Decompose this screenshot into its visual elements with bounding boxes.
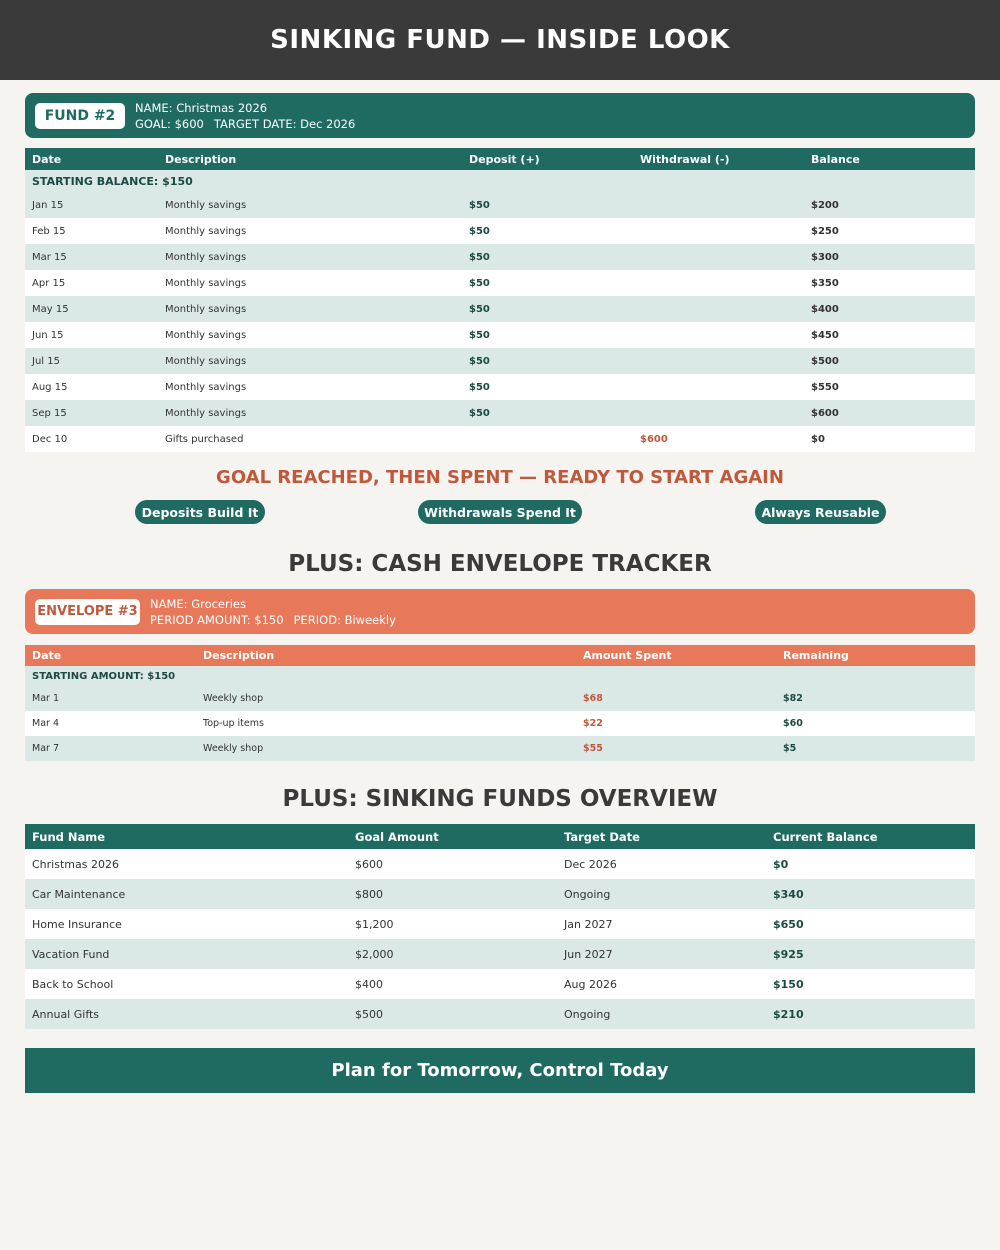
cell-goal-amount: $800 <box>348 879 557 909</box>
cell-date: Mar 4 <box>25 711 196 736</box>
col-remaining: Remaining <box>776 645 975 666</box>
cell-deposit: $50 <box>462 270 633 296</box>
cell-description: Monthly savings <box>158 270 462 296</box>
cell-current-balance: $340 <box>766 879 975 909</box>
cell-date: Feb 15 <box>25 218 158 244</box>
cell-withdrawal <box>633 322 804 348</box>
envelope-meta <box>150 596 396 628</box>
table-row <box>25 374 975 400</box>
envelope-badge: ENVELOPE #3 <box>35 599 140 625</box>
col-goal-amount: Goal Amount <box>348 824 557 849</box>
table-row <box>25 244 975 270</box>
cell-target-date: Jan 2027 <box>557 909 766 939</box>
cell-withdrawal <box>633 374 804 400</box>
cell-goal-amount: $2,000 <box>348 939 557 969</box>
cell-deposit <box>462 426 633 452</box>
envelope-period-amount: PERIOD AMOUNT: $150 <box>150 612 284 627</box>
cell-fund-name: Vacation Fund <box>25 939 348 969</box>
cell-target-date: Jun 2027 <box>557 939 766 969</box>
col-deposit: Deposit (+) <box>462 148 633 170</box>
table-row <box>25 218 975 244</box>
table-row <box>25 736 975 761</box>
cell-deposit: $50 <box>462 374 633 400</box>
cell-description: Monthly savings <box>158 348 462 374</box>
table-row <box>25 270 975 296</box>
starting-balance-row <box>25 170 975 192</box>
cell-remaining: $82 <box>776 686 975 711</box>
cell-fund-name: Christmas 2026 <box>25 849 348 879</box>
table-row <box>25 999 975 1029</box>
cell-withdrawal <box>633 270 804 296</box>
cell-goal-amount: $400 <box>348 969 557 999</box>
col-date: Date <box>25 645 196 666</box>
table-row <box>25 348 975 374</box>
cell-deposit: $50 <box>462 322 633 348</box>
overview-section-title: PLUS: SINKING FUNDS OVERVIEW <box>282 786 718 812</box>
cell-date: Jul 15 <box>25 348 158 374</box>
cell-target-date: Ongoing <box>557 879 766 909</box>
cell-remaining: $60 <box>776 711 975 736</box>
table-row <box>25 969 975 999</box>
table-row <box>25 909 975 939</box>
cell-description: Monthly savings <box>158 192 462 218</box>
cell-goal-amount: $1,200 <box>348 909 557 939</box>
cell-description: Gifts purchased <box>158 426 462 452</box>
cell-balance: $250 <box>804 218 975 244</box>
table-row <box>25 192 975 218</box>
cell-target-date: Aug 2026 <box>557 969 766 999</box>
cell-balance: $600 <box>804 400 975 426</box>
table-row <box>25 879 975 909</box>
col-description: Description <box>196 645 576 666</box>
cell-description: Weekly shop <box>196 736 576 761</box>
cell-description: Top-up items <box>196 711 576 736</box>
cell-date: May 15 <box>25 296 158 322</box>
cell-amount-spent: $55 <box>576 736 776 761</box>
cell-date: Jun 15 <box>25 322 158 348</box>
cell-current-balance: $925 <box>766 939 975 969</box>
cell-description: Weekly shop <box>196 686 576 711</box>
table-row <box>25 322 975 348</box>
table-row <box>25 711 975 736</box>
page-header <box>0 0 1000 80</box>
cell-description: Monthly savings <box>158 296 462 322</box>
starting-amount-row <box>25 666 975 686</box>
cell-description: Monthly savings <box>158 400 462 426</box>
cell-target-date: Ongoing <box>557 999 766 1029</box>
col-amount-spent: Amount Spent <box>576 645 776 666</box>
cell-date: Apr 15 <box>25 270 158 296</box>
col-fund-name: Fund Name <box>25 824 348 849</box>
cell-description: Monthly savings <box>158 244 462 270</box>
table-header-row <box>25 824 975 849</box>
cell-balance: $0 <box>804 426 975 452</box>
cell-date: Mar 15 <box>25 244 158 270</box>
cell-amount-spent: $22 <box>576 711 776 736</box>
envelope-name: NAME: Groceries <box>150 596 246 611</box>
cell-goal-amount: $600 <box>348 849 557 879</box>
cell-date: Mar 7 <box>25 736 196 761</box>
fund-badge: FUND #2 <box>35 103 125 129</box>
table-row <box>25 400 975 426</box>
col-description: Description <box>158 148 462 170</box>
cell-description: Monthly savings <box>158 374 462 400</box>
col-withdrawal: Withdrawal (-) <box>633 148 804 170</box>
cell-remaining: $5 <box>776 736 975 761</box>
pill-deposits: Deposits Build It <box>135 500 265 524</box>
col-current-balance: Current Balance <box>766 824 975 849</box>
fund-goal: GOAL: $600 <box>135 116 204 131</box>
cell-amount-spent: $68 <box>576 686 776 711</box>
cell-balance: $500 <box>804 348 975 374</box>
fund-name: NAME: Christmas 2026 <box>135 100 268 115</box>
table-header-row <box>25 148 975 170</box>
cell-fund-name: Back to School <box>25 969 348 999</box>
footer-banner: Plan for Tomorrow, Control Today <box>25 1048 975 1093</box>
cell-date: Sep 15 <box>25 400 158 426</box>
fund-target-date: TARGET DATE: Dec 2026 <box>213 116 356 131</box>
cell-fund-name: Annual Gifts <box>25 999 348 1029</box>
cell-current-balance: $210 <box>766 999 975 1029</box>
starting-balance: STARTING BALANCE: $150 <box>25 170 975 192</box>
cell-balance: $350 <box>804 270 975 296</box>
starting-amount: STARTING AMOUNT: $150 <box>25 666 975 686</box>
pill-withdrawals: Withdrawals Spend It <box>418 500 582 524</box>
table-row <box>25 296 975 322</box>
cell-current-balance: $650 <box>766 909 975 939</box>
cell-deposit: $50 <box>462 400 633 426</box>
envelope-period: PERIOD: Biweekly <box>293 612 396 627</box>
table-row <box>25 849 975 879</box>
fund-meta <box>135 100 355 132</box>
cell-deposit: $50 <box>462 244 633 270</box>
cell-withdrawal <box>633 296 804 322</box>
cell-date: Aug 15 <box>25 374 158 400</box>
cell-balance: $300 <box>804 244 975 270</box>
fund-ledger-table <box>25 148 975 452</box>
table-row <box>25 426 975 452</box>
cell-date: Jan 15 <box>25 192 158 218</box>
cell-deposit: $50 <box>462 192 633 218</box>
cell-current-balance: $0 <box>766 849 975 879</box>
cell-deposit: $50 <box>462 348 633 374</box>
cell-description: Monthly savings <box>158 218 462 244</box>
fund-info-card <box>25 93 975 138</box>
envelope-info-card <box>25 589 975 634</box>
goal-message: GOAL REACHED, THEN SPENT — READY TO START AGAIN <box>216 467 784 488</box>
cell-balance: $550 <box>804 374 975 400</box>
cell-withdrawal <box>633 348 804 374</box>
cell-fund-name: Home Insurance <box>25 909 348 939</box>
cell-balance: $400 <box>804 296 975 322</box>
col-target-date: Target Date <box>557 824 766 849</box>
cell-target-date: Dec 2026 <box>557 849 766 879</box>
cell-balance: $450 <box>804 322 975 348</box>
cell-balance: $200 <box>804 192 975 218</box>
cell-withdrawal <box>633 192 804 218</box>
cell-goal-amount: $500 <box>348 999 557 1029</box>
cell-current-balance: $150 <box>766 969 975 999</box>
cell-deposit: $50 <box>462 218 633 244</box>
envelope-table <box>25 645 975 761</box>
table-header-row <box>25 645 975 666</box>
overview-table <box>25 824 975 1029</box>
table-row <box>25 686 975 711</box>
col-balance: Balance <box>804 148 975 170</box>
envelope-section-title: PLUS: CASH ENVELOPE TRACKER <box>288 551 712 577</box>
cell-withdrawal: $600 <box>633 426 804 452</box>
cell-date: Dec 10 <box>25 426 158 452</box>
table-row <box>25 939 975 969</box>
cell-withdrawal <box>633 218 804 244</box>
pill-reusable: Always Reusable <box>755 500 886 524</box>
cell-description: Monthly savings <box>158 322 462 348</box>
cell-withdrawal <box>633 400 804 426</box>
page-title: SINKING FUND — INSIDE LOOK <box>270 25 730 55</box>
cell-withdrawal <box>633 244 804 270</box>
cell-date: Mar 1 <box>25 686 196 711</box>
cell-deposit: $50 <box>462 296 633 322</box>
col-date: Date <box>25 148 158 170</box>
cell-fund-name: Car Maintenance <box>25 879 348 909</box>
